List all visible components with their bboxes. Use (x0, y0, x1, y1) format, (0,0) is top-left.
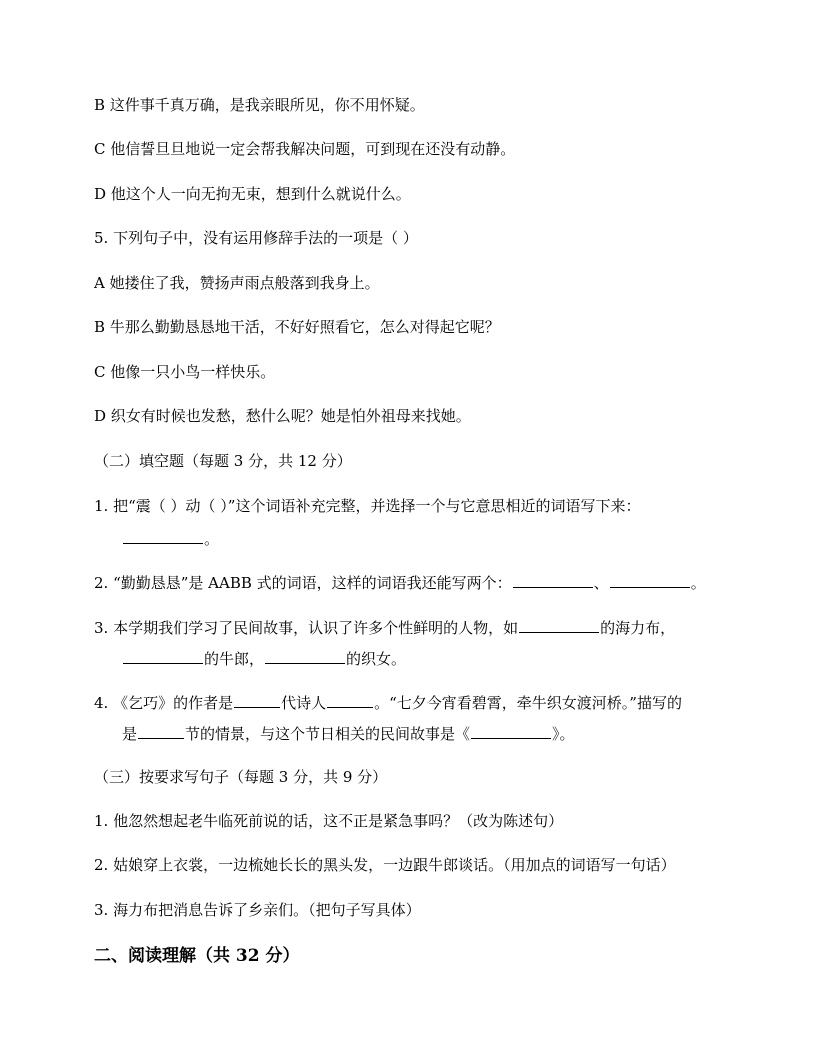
rewrite-q3: 3. 海力布把消息告诉了乡亲们。（把句子写具体） (94, 901, 421, 919)
fill-q2-text: 2. “勤勤恳恳”是 AABB 式的词语，这样的词语我还能写两个： (94, 574, 512, 592)
q5-stem: 5. 下列句子中，没有运用修辞手法的一项是（ ） (94, 229, 418, 247)
answer-blank[interactable] (265, 647, 345, 664)
fill-q3-line1 (94, 616, 675, 638)
answer-blank[interactable] (138, 722, 184, 739)
fill-q4-f: 》。 (552, 725, 575, 743)
q4-option-d: D 他这个人一向无拘无束，想到什么就说什么。 (94, 185, 411, 203)
fill-q4-b: 代诗人 (281, 694, 327, 712)
fill-q4-d: 是 (122, 725, 138, 743)
fill-q4-line2 (122, 722, 575, 744)
section3-title: （三）按要求写句子（每题 3 分，共 9 分） (94, 768, 388, 786)
fill-q4-c: 。“七夕今宵看碧霄，牵牛织女渡河桥。”描写的 (374, 694, 682, 712)
fill-q3-b: 的海力布， (600, 619, 676, 637)
fill-q4-line1 (94, 691, 682, 713)
q4-option-b: B 这件事千真万确，是我亲眼所见，你不用怀疑。 (94, 96, 425, 114)
q5-option-a: A 她搂住了我，赞扬声雨点般落到我身上。 (94, 274, 380, 292)
fill-q4-e: 节的情景，与这个节日相关的民间故事是《 (185, 725, 471, 743)
fill-q1-answer-line (122, 527, 219, 549)
answer-blank[interactable] (327, 691, 373, 708)
q5-option-b: B 牛那么勤勤恳恳地干活，不好好照看它，怎么对得起它呢？ (94, 318, 500, 336)
answer-blank[interactable] (471, 722, 551, 739)
fill-q3-d: 的织女。 (346, 650, 407, 668)
answer-blank[interactable] (513, 571, 593, 588)
fill-q2 (94, 571, 706, 593)
answer-blank[interactable] (123, 527, 203, 544)
q4-option-c: C 他信誓旦旦地说一定会帮我解决问题，可到现在还没有动静。 (94, 140, 516, 158)
fill-q3-c: 的牛郎， (204, 650, 265, 668)
part2-heading: 二、阅读理解（共 32 分） (94, 946, 300, 966)
rewrite-q1: 1. 他忽然想起老牛临死前说的话，这不正是紧急事吗？（改为陈述句） (94, 812, 564, 830)
q5-option-d: D 织女有时候也发愁，愁什么呢？她是怕外祖母来找她。 (94, 407, 471, 425)
fill-q4-a: 4. 《乞巧》的作者是 (94, 694, 234, 712)
fill-q3-a: 3. 本学期我们学习了民间故事，认识了许多个性鲜明的人物，如 (94, 619, 519, 637)
q5-option-c: C 他像一只小鸟一样快乐。 (94, 363, 276, 381)
section2-title: （二）填空题（每题 3 分，共 12 分） (94, 452, 352, 470)
answer-blank[interactable] (123, 647, 203, 664)
rewrite-q2: 2. 姑娘穿上衣裳，一边梳她长长的黑头发，一边跟牛郎谈话。（用加点的词语写一句话） (94, 856, 676, 874)
fill-q2-sep: 、 (593, 574, 609, 592)
answer-blank[interactable] (234, 691, 280, 708)
fill-q3-line2 (122, 647, 406, 669)
fill-q1-end: 。 (204, 530, 220, 548)
fill-q1-text: 1. 把“震（ ）动（ ）”这个词语补充完整，并选择一个与它意思相近的词语写下来： (94, 497, 641, 515)
answer-blank[interactable] (519, 616, 599, 633)
fill-q2-end: 。 (690, 574, 706, 592)
answer-blank[interactable] (610, 571, 690, 588)
